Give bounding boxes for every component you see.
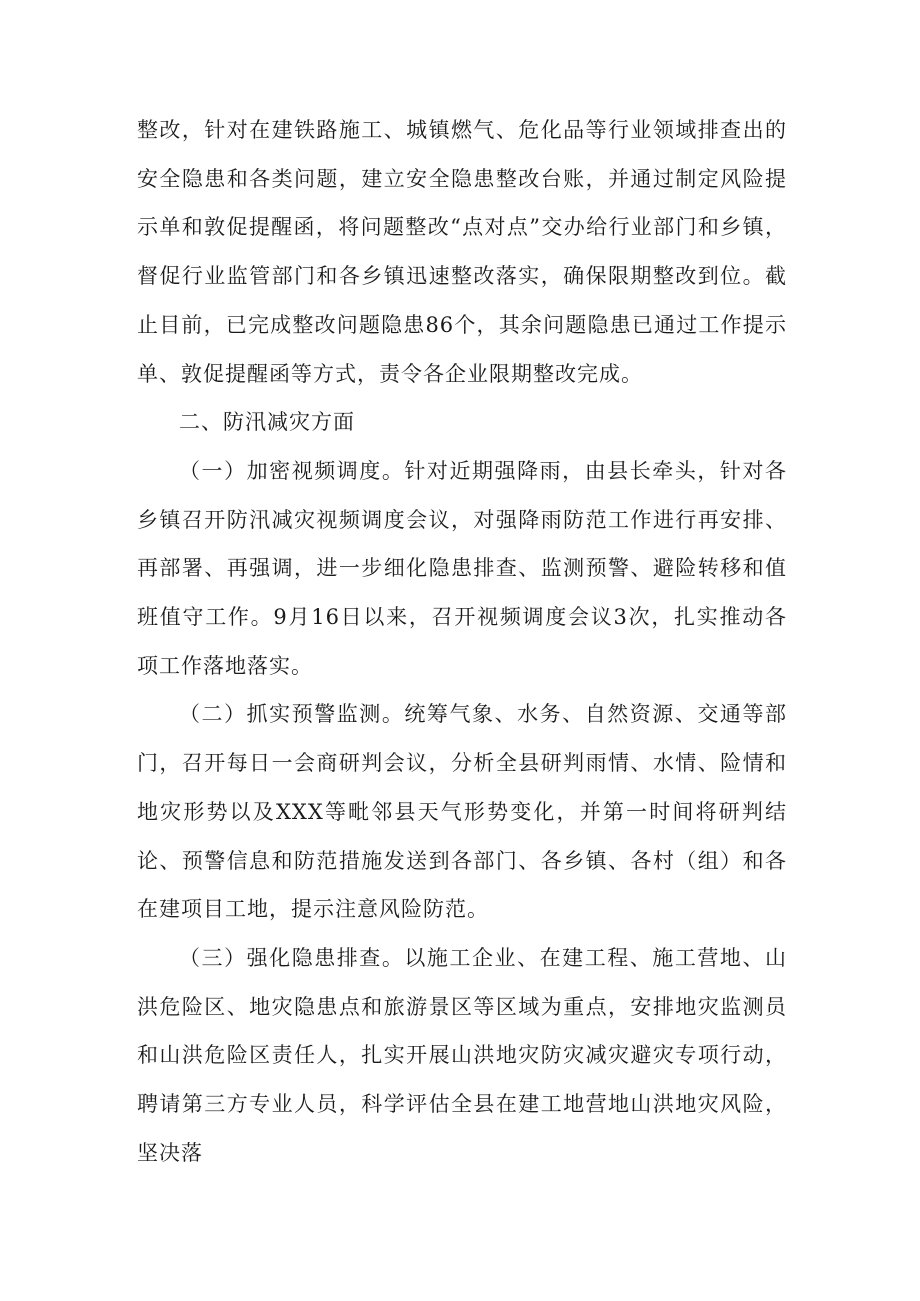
paragraph-item-1: （一）加密视频调度。针对近期强降雨，由县长牵头，针对各乡镇召开防汛减灾视频调度会议，对强降雨防范工作进行再安排、再部署、再强调，进一步细化隐患排查、监测预警、避险转移和值班值守工作。9月16日以来，召开视频调度会议3次，扎实推动各项工作落地落实。 [137, 458, 787, 678]
paragraph-item-3: （三）强化隐患排查。以施工企业、在建工程、施工营地、山洪危险区、地灾隐患点和旅游景区等区域为重点，安排地灾监测员和山洪危险区责任人，扎实开展山洪地灾防灾减灾避灾专项行动，聘请第三方专业人员，科学评估全县在建工地营地山洪地灾风险，坚决落 [137, 945, 787, 1165]
document-body [137, 106, 787, 1177]
section-heading: 二、防汛减灾方面 [179, 410, 355, 435]
paragraph-item-2: （二）抓实预警监测。统筹气象、水务、自然资源、交通等部门，召开每日一会商研判会议，分析全县研判雨情、水情、险情和地灾形势以及XXX等毗邻县天气形势变化，并第一时间将研判结论、预警信息和防范措施发送到各部门、各乡镇、各村（组）和各在建项目工地，提示注意风险防范。 [137, 702, 787, 922]
paragraph-continuation: 整改，针对在建铁路施工、城镇燃气、危化品等行业领域排查出的安全隐患和各类问题，建立安全隐患整改台账，并通过制定风险提示单和敦促提醒函，将问题整改“点对点”交办给行业部门和乡镇，督促行业监管部门和各乡镇迅速整改落实，确保限期整改到位。截止目前，已完成整改问题隐患86个，其余问题隐患已通过工作提示单、敦促提醒函等方式，责令各企业限期整改完成。 [137, 118, 787, 386]
